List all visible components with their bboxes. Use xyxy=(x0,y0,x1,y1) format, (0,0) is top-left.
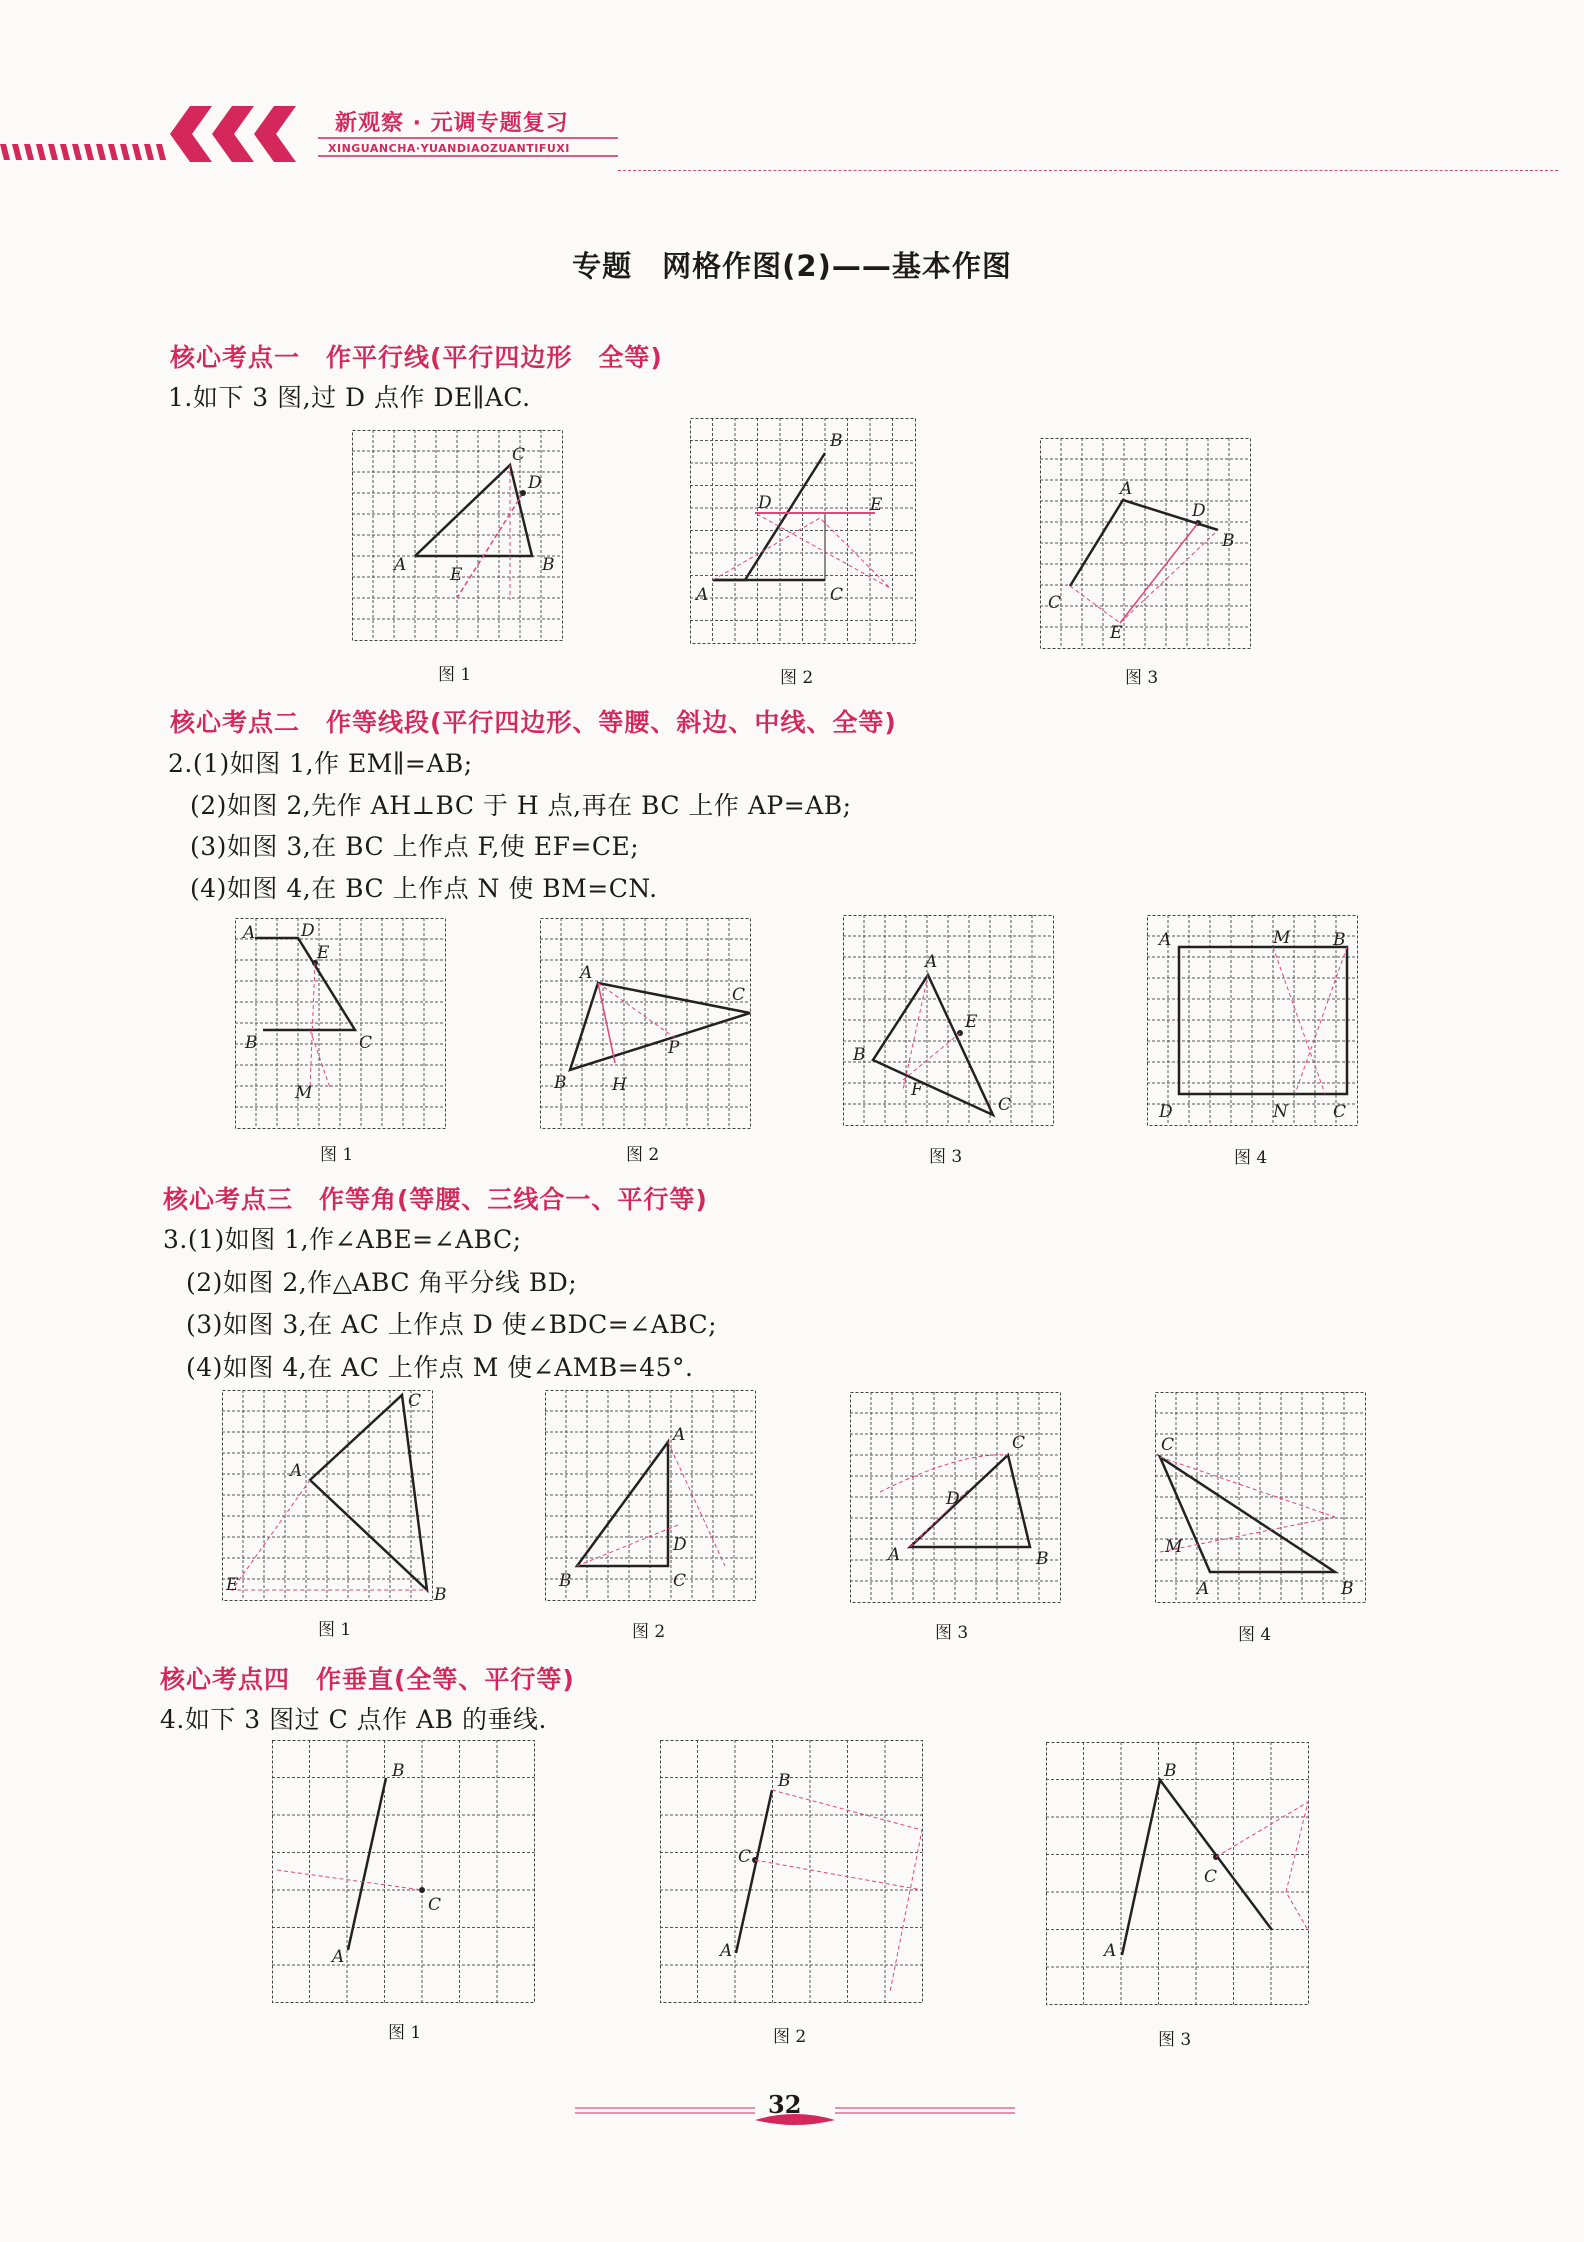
svg-text:C: C xyxy=(1048,593,1062,613)
svg-text:B: B xyxy=(554,1073,567,1093)
svg-text:A: A xyxy=(1120,479,1133,499)
svg-text:C: C xyxy=(738,1847,752,1867)
svg-text:A: A xyxy=(696,585,709,605)
series-title: 新观察 · 元调专题复习 xyxy=(335,111,569,136)
svg-text:A: A xyxy=(1197,1579,1210,1599)
svg-text:C: C xyxy=(673,1571,687,1591)
figure-q3-3 xyxy=(850,1392,1064,1606)
svg-text:A: A xyxy=(243,923,256,943)
svg-text:E: E xyxy=(226,1575,239,1595)
svg-text:E: E xyxy=(317,943,330,963)
svg-text:B: B xyxy=(245,1033,258,1053)
series-title-pinyin: XINGUANCHA·YUANDIAOZUANTIFUXI xyxy=(328,142,570,155)
section-heading-2: 核心考点二 作等线段(平行四边形、等腰、斜边、中线、全等) xyxy=(170,708,897,737)
svg-text:A: A xyxy=(888,1545,901,1565)
svg-text:C: C xyxy=(428,1895,442,1915)
caption: 图 1 xyxy=(438,665,472,685)
header-stripes xyxy=(0,140,180,162)
svg-text:B: B xyxy=(1222,531,1235,551)
figure-q1-2 xyxy=(690,418,925,652)
caption: 图 2 xyxy=(632,1622,666,1642)
figure-q2-2 xyxy=(540,918,756,1132)
svg-text:A: A xyxy=(394,555,407,575)
caption: 图 3 xyxy=(1158,2030,1192,2050)
svg-text:D: D xyxy=(528,473,542,493)
question-2-4: (4)如图 4,在 BC 上作点 N 使 BM=CN. xyxy=(190,874,658,903)
figure-q4-3 xyxy=(1046,1742,1316,2014)
svg-text:C: C xyxy=(1161,1435,1175,1455)
svg-text:A: A xyxy=(580,963,593,983)
svg-text:B: B xyxy=(392,1761,405,1781)
svg-text:D: D xyxy=(673,1535,687,1555)
svg-text:D: D xyxy=(301,921,315,941)
svg-text:E: E xyxy=(965,1012,978,1032)
header-chevron-logo xyxy=(170,104,330,164)
svg-text:F: F xyxy=(911,1080,923,1100)
figure-q1-1 xyxy=(352,430,570,648)
section-heading-4: 核心考点四 作垂直(全等、平行等) xyxy=(160,1665,575,1694)
svg-text:C: C xyxy=(998,1095,1012,1115)
svg-text:H: H xyxy=(612,1075,627,1095)
caption: 图 4 xyxy=(1234,1148,1268,1168)
question-3-4: (4)如图 4,在 AC 上作点 M 使∠AMB=45°. xyxy=(186,1353,694,1382)
svg-text:C: C xyxy=(1333,1102,1347,1122)
svg-text:B: B xyxy=(434,1585,447,1605)
figure-q2-3 xyxy=(843,915,1055,1130)
svg-text:C: C xyxy=(359,1033,373,1053)
svg-text:B: B xyxy=(778,1771,791,1791)
caption: 图 2 xyxy=(773,2027,807,2047)
svg-text:D: D xyxy=(946,1489,960,1509)
caption: 图 1 xyxy=(388,2023,422,2043)
question-4: 4.如下 3 图过 C 点作 AB 的垂线. xyxy=(160,1705,547,1734)
svg-text:A: A xyxy=(925,952,938,972)
svg-text:A: A xyxy=(1159,930,1172,950)
svg-text:C: C xyxy=(1204,1867,1218,1887)
header-divider xyxy=(618,170,1558,171)
svg-text:B: B xyxy=(1333,930,1346,950)
svg-text:C: C xyxy=(512,445,526,465)
question-2-2: (2)如图 2,先作 AH⊥BC 于 H 点,再在 BC 上作 AP=AB; xyxy=(190,791,852,820)
svg-text:A: A xyxy=(290,1461,303,1481)
svg-text:B: B xyxy=(542,555,555,575)
caption: 图 2 xyxy=(780,668,814,688)
svg-text:N: N xyxy=(1273,1102,1288,1122)
question-2-3: (3)如图 3,在 BC 上作点 F,使 EF=CE; xyxy=(190,832,640,861)
question-2-1: 2.(1)如图 1,作 EM∥=AB; xyxy=(168,749,473,778)
svg-text:D: D xyxy=(1159,1102,1173,1122)
svg-text:A: A xyxy=(720,1941,733,1961)
caption: 图 2 xyxy=(626,1145,660,1165)
page-title: 专题 网格作图(2)——基本作图 xyxy=(572,249,1012,283)
caption: 图 3 xyxy=(1125,668,1159,688)
svg-text:E: E xyxy=(1110,623,1123,643)
caption: 图 3 xyxy=(935,1623,969,1643)
svg-text:B: B xyxy=(559,1571,572,1591)
figure-q3-4 xyxy=(1155,1392,1371,1606)
figure-q3-2 xyxy=(545,1390,759,1604)
svg-text:D: D xyxy=(1192,501,1206,521)
question-3-2: (2)如图 2,作△ABC 角平分线 BD; xyxy=(186,1268,578,1297)
question-3-3: (3)如图 3,在 AC 上作点 D 使∠BDC=∠ABC; xyxy=(186,1310,718,1339)
svg-text:B: B xyxy=(1036,1549,1049,1569)
svg-text:A: A xyxy=(673,1425,686,1445)
svg-text:B: B xyxy=(1341,1579,1354,1599)
figure-q4-1 xyxy=(272,1740,542,2010)
caption: 图 4 xyxy=(1238,1625,1272,1645)
svg-text:D: D xyxy=(758,493,772,513)
svg-text:B: B xyxy=(853,1045,866,1065)
svg-text:C: C xyxy=(830,585,844,605)
svg-text:A: A xyxy=(332,1947,345,1967)
section-heading-1: 核心考点一 作平行线(平行四边形 全等) xyxy=(170,343,663,372)
figure-q4-2 xyxy=(660,1740,932,2014)
section-heading-3: 核心考点三 作等角(等腰、三线合一、平行等) xyxy=(163,1185,708,1214)
caption: 图 1 xyxy=(318,1620,352,1640)
svg-text:P: P xyxy=(668,1038,680,1058)
svg-text:E: E xyxy=(450,565,463,585)
caption: 图 1 xyxy=(320,1145,354,1165)
svg-text:C: C xyxy=(408,1391,422,1411)
svg-text:B: B xyxy=(1164,1761,1177,1781)
question-3-1: 3.(1)如图 1,作∠ABE=∠ABC; xyxy=(163,1225,522,1254)
question-1: 1.如下 3 图,过 D 点作 DE∥AC. xyxy=(168,383,531,412)
svg-text:E: E xyxy=(870,495,883,515)
svg-text:M: M xyxy=(1165,1537,1183,1557)
svg-text:M: M xyxy=(295,1083,313,1103)
svg-text:C: C xyxy=(732,985,746,1005)
svg-text:B: B xyxy=(830,431,843,451)
figure-q1-3 xyxy=(1040,438,1254,653)
svg-text:M: M xyxy=(1273,928,1291,948)
svg-text:C: C xyxy=(1012,1433,1026,1453)
caption: 图 3 xyxy=(929,1147,963,1167)
page-number: 32 xyxy=(768,2090,802,2119)
figure-q2-1 xyxy=(235,918,449,1132)
figure-q3-1 xyxy=(222,1390,447,1605)
figure-q2-4 xyxy=(1147,915,1363,1130)
svg-text:A: A xyxy=(1104,1941,1117,1961)
